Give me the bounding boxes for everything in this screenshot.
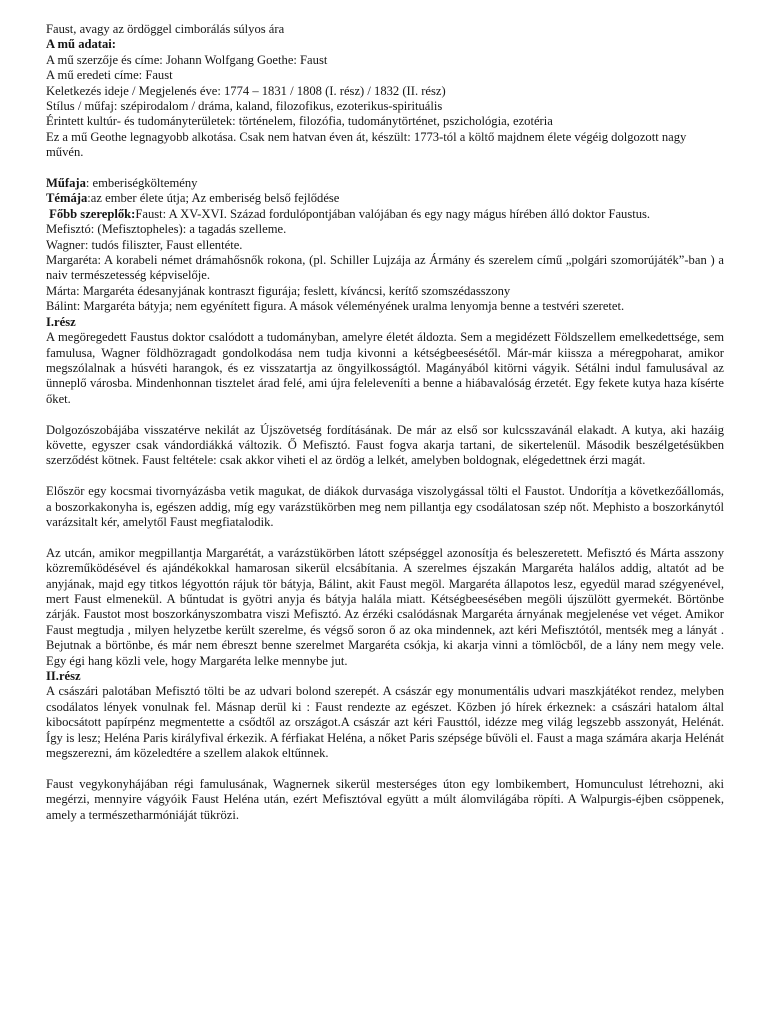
character-wagner: Wagner: tudós filiszter, Faust ellentéte. [46,237,243,252]
spacer [46,407,724,422]
part1-paragraph: Az utcán, amikor megpillantja Margarétát, a varázstükörben látott szépséggel azonosítja és beleszeretett. Mefisztó és Márta asszony közreműködésével és ajándékokkal hamarosan sikerül elcsábítania. A szerelmes éjszakán Margaréta halálos addig, altatót ad be anyjának, majd egy titkos légyottón rájuk tör bátyja, Bálint, akit Faust megöl. Margaréta állapotos lesz, egyedül marad szégyenével, mert Faust elmenekül. A bűntudat is gyötri anyja és bátyja halála miatt. Kétségbeesésében megöli újszülött gyermekét. Börtönbe zárják. Faustot most boszorkányszombatra viszi Mefisztó. Az érzéki csalódásnak Margaréta árnyának megjelenése vet véget. Amikor Faust megtudja , milyen helyzetbe került szerelme, és végső soron ő az oka mindennek, azt kéri Mefisztótól, mentsék meg a lányát . Bejutnak a börtönbe, és már nem ébreszt benne szerelmet Margaréta csókja, ki akarja vinni a tömlöcből, de a lány nem megy vele. Egy égi hang közli vele, hogy Margaréta lelke mennybe jut. [46,545,724,668]
part1-paragraph: Dolgozószobájába visszatérve nekilát az Újszövetség fordításának. De már az első sor kulcsszavánál elakadt. A kutya, aki hazáig követte, egyszer csak vándordiákká változik. Ő Mefisztó. Faust fogva akarja tartani, de sikertelenül. Második beszélgetésükben szerződést kötnek. Faust feltétele: csak akkor viheti el az ördög a lelkét, amelyben boldognak, elégedettnek érzi magát. [46,422,724,468]
data-line-style: Stílus / műfaj: szépirodalom / dráma, kaland, filozofikus, ezoterikus-spirituális [46,99,443,114]
character-mefisto: Mefisztó: (Mefisztopheles): a tagadás szelleme. [46,222,287,237]
characters-line [46,207,724,222]
characters-value: Faust: A XV-XVI. Század fordulópontjában valójában és egy nagy mágus hírében álló doktor Faustus. [135,206,651,221]
part2-paragraph: A császári palotában Mefisztó tölti be az udvari bolond szerepét. A császár egy monumentális udvari maszkjátékot rendez, melyben csodálatos lények vonulnak fel. Másnap derül ki : Faust rendezte az egészet. Közben jó hírek érkeznek: a császári hatalom által kibocsátott papírpénz megmentette a csődtől az országot.A császár azt kéri Fausttól, idézze meg világ legszebb asszonyát, Helénát. Így is lesz; Heléna Paris királyfival érkezik. A férfiakat Heléna, a nőket Paris szépsége bűvöli el. Faust a maga számára akarja Helénát megszerezni, ám közeledtére a szellem alakok eltűnnek. [46,684,724,761]
part1-heading: I.rész [46,314,76,329]
character-margareta: Margaréta: A korabeli német drámahősnők rokona, (pl. Schiller Lujzája az Ármány és szerelem című „polgári szomorújáték”-ban ) a naiv természetesség képviselője. [46,253,724,283]
spacer [46,469,724,484]
spacer [46,161,724,176]
data-line-fields: Érintett kultúr- és tudományterületek: történelem, filozófia, tudománytörténet, pszichológia, ezotéria [46,114,553,129]
theme-value: :az ember élete útja; Az emberiség belső fejlődése [87,191,340,206]
character-balint: Bálint: Margaréta bátyja; nem egyénített figura. A mások véleményének uralma lenyomja benne a testvéri szeretet. [46,299,625,314]
part1-paragraph: Először egy kocsmai tivornyázásba vetik magukat, de diákok durvasága viszolygással tölti el Faustot. Undorítja a következőállomás, a boszorkakonyha is, egészen addig, míg egy varázstükörben meg nem pillantja egy csodálatosan szép nőt. Mephisto a boszorkánytól varázsitalt kér, amelytől Faust megfiatalodik. [46,484,724,529]
data-heading: A mű adatai: [46,37,116,52]
spacer [46,761,724,776]
data-line-intro: Ez a mű Geothe legnagyobb alkotása. Csak nem hatvan éven át, készült: 1773-tól a költő majdnem élete végéig dolgozott nagy művén. [46,129,687,160]
data-line-dates: Keletkezés ideje / Megjelenés éve: 1774 – 1831 / 1808 (I. rész) / 1832 (II. rész) [46,83,446,98]
data-line-original-title: A mű eredeti címe: Faust [46,68,173,83]
character-marta: Márta: Margaréta édesanyjának kontraszt figurája; feslett, kíváncsi, kerítő szomszédasszony [46,283,511,298]
part1-paragraph: A megöregedett Faustus doktor csalódott a tudományban, amelyre életét áldozta. Sem a megidézett Földszellem emelkedettsége, sem famulusa, Wagner földhözragadt gondolkodása nem tudja kivonni a kétségbeesésétől. Már-már kiissza a méregpoharat, amikor megszólalnak a húsvéti harangok, és ez visszatartja az öngyilkosságtól. Magányából kitörni vágyik. Sétálni indul famulusával az ünneplő városba. Mindenhonnan tisztelet árad felé, ami újra feleleveníti a benne a hiábavalóság érzetét. Egy fekete kutya haza kísérte őket. [46,330,724,406]
spacer [46,530,724,545]
theme-line [46,191,724,206]
genre-label: Műfaja [46,176,86,191]
part2-paragraph: Faust vegykonyhájában régi famulusának, Wagnernek sikerül mesterséges úton egy lombikembert, Homunculust létrehozni, aki megérzi, mennyire vágyóik Faust Heléna után, ezért Mefisztóval együtt a múlt álomvilágába röpíti. A Walpurgis-éjben csöppenek, amely a természetharmóniáját tükrözi. [46,776,724,822]
document-title: Faust, avagy az ördöggel cimborálás súlyos ára [46,22,285,36]
data-line-author: A mű szerzője és címe: Johann Wolfgang Goethe: Faust [46,52,328,67]
genre-line [46,176,724,191]
theme-label: Témája [46,191,88,206]
characters-label: Főbb szereplők: [49,206,136,221]
genre-value: : emberiségköltemény [85,176,198,191]
part2-heading: II.rész [46,669,81,683]
